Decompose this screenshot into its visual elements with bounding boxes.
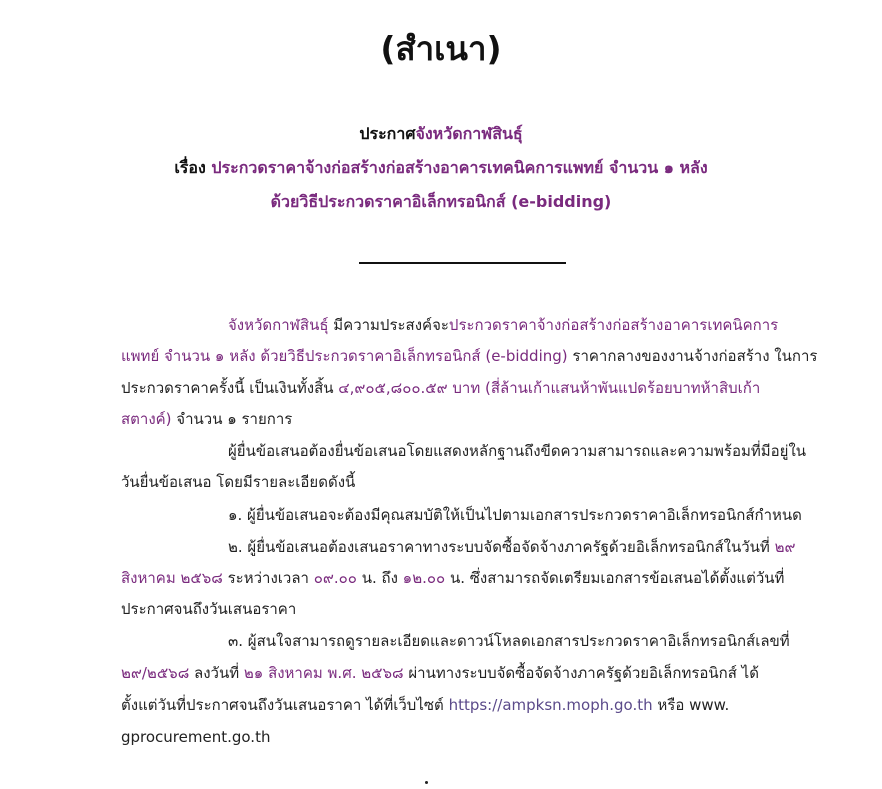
page-mark (425, 781, 428, 784)
item3-text2: ตั้งแต่วันที่ประกาศจนถึงวันเสนอราคา ได้ที่เว็บไซต์ (121, 696, 449, 714)
website-link[interactable]: https://ampksn.moph.go.th (448, 696, 653, 714)
item3-line1: ๓. ผู้สนใจสามารถดูรายละเอียดและดาวน์โหลดเอกสารประกวดราคาอิเล็กทรอนิกส์เลขที่ (228, 632, 790, 650)
item2-text: ๒. ผู้ยื่นข้อเสนอต้องเสนอราคาทางระบบจัดซื้อจัดจ้างภาครัฐด้วยอิเล็กทรอนิกส์ในวันที่ (228, 538, 775, 556)
item2-line2 (121, 568, 821, 588)
para1-text3: ประกวดราคาครั้งนี้ เป็นเงินทั้งสิ้น (121, 379, 339, 397)
item2-time-end: ๑๒.๐๐ (402, 569, 446, 587)
item3-line4: gprocurement.go.th (121, 728, 271, 746)
item3-date: ๒๑ สิงหาคม พ.ศ. ๒๕๖๘ (243, 664, 404, 682)
heading-prefix: ประกาศ (359, 124, 416, 143)
copy-label: (สำเนา) (380, 29, 502, 68)
heading-subject-prefix: เรื่อง (174, 158, 212, 177)
item3-or: หรือ www. (652, 696, 730, 714)
item2-month-year: สิงหาคม ๒๕๖๘ (121, 569, 223, 587)
para2-line2: วันยื่นข้อเสนอ โดยมีรายละเอียดดังนี้ (121, 473, 356, 491)
para1-line4 (121, 409, 821, 429)
heading-line-1 (0, 124, 882, 144)
para1-line1 (121, 315, 821, 335)
item2-text2: น. ซึ่งสามารถจัดเตรียมเอกสารข้อเสนอได้ตั้งแต่วันที่ (445, 569, 785, 587)
item3-doc-number: ๒๙/๒๕๖๘ (121, 664, 190, 682)
para1-line2 (121, 346, 821, 366)
heading-line-3: ด้วยวิธีประกวดราคาอิเล็กทรอนิกส์ (e-bidding) (270, 192, 612, 211)
item2-time-start: ๐๙.๐๐ (313, 569, 357, 587)
para1-amount-cont: สตางค์) (121, 410, 172, 428)
heading-subject: ประกวดราคาจ้างก่อสร้างก่อสร้างอาคารเทคนิคการแพทย์ จำนวน ๑ หลัง (211, 158, 708, 177)
item3-line2 (121, 663, 821, 683)
item2-to: น. ถึง (356, 569, 403, 587)
para2-line1: ผู้ยื่นข้อเสนอต้องยื่นข้อเสนอโดยแสดงหลักฐานถึงขีดความสามารถและความพร้อมที่มีอยู่ใน (228, 442, 807, 460)
item3-line3 (121, 695, 821, 715)
para1-project-cont: แพทย์ จำนวน ๑ หลัง ด้วยวิธีประกวดราคาอิเล็กทรอนิกส์ (e-bidding) (121, 347, 568, 365)
para1-province: จังหวัดกาฬสินธุ์ (228, 316, 329, 334)
para1-text: มีความประสงค์จะ (328, 316, 449, 334)
item1-line1: ๑. ผู้ยื่นข้อเสนอจะต้องมีคุณสมบัติให้เป็นไปตามเอกสารประกวดราคาอิเล็กทรอนิกส์กำหนด (228, 506, 802, 524)
item2-time-label: ระหว่างเวลา (222, 569, 314, 587)
item2-day: ๒๙ (774, 538, 796, 556)
item2-line1 (121, 537, 821, 557)
para1-project: ประกวดราคาจ้างก่อสร้างก่อสร้างอาคารเทคนิคการ (448, 316, 779, 334)
item3-text: ผ่านทางระบบจัดซื้อจัดจ้างภาครัฐด้วยอิเล็กทรอนิกส์ ได้ (403, 664, 759, 682)
item3-date-label: ลงวันที่ (189, 664, 244, 682)
para1-text2: ราคากลางของงานจ้างก่อสร้าง ในการ (567, 347, 818, 365)
para1-line3 (121, 378, 821, 398)
para1-count: จำนวน ๑ รายการ (171, 410, 293, 428)
heading-divider (359, 262, 566, 264)
heading-line-2 (0, 158, 882, 178)
item2-line3: ประกาศจนถึงวันเสนอราคา (121, 600, 297, 618)
heading-province: จังหวัดกาฬสินธุ์ (415, 124, 523, 143)
para1-amount: ๔,๙๐๕,๘๐๐.๕๙ บาท (สี่ล้านเก้าแสนห้าพันแปดร้อยบาทห้าสิบเก้า (338, 379, 761, 397)
